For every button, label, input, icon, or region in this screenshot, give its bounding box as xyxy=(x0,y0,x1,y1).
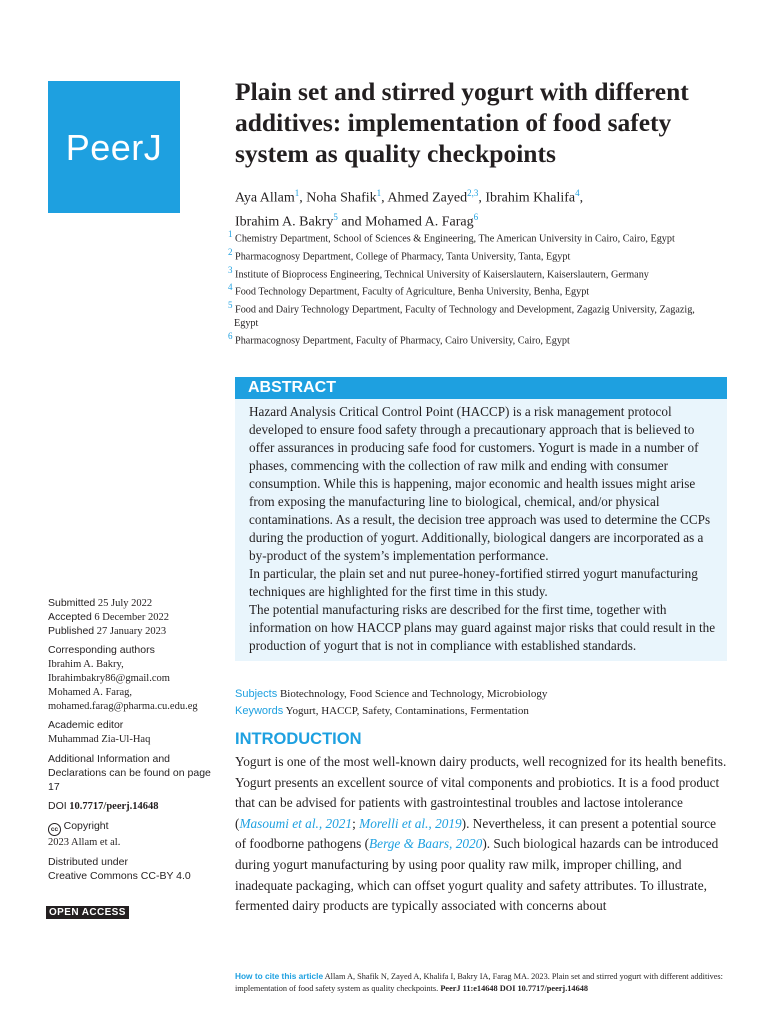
author-separator: , xyxy=(299,190,307,206)
doi-link[interactable]: 10.7717/peerj.14648 xyxy=(69,801,159,813)
affiliation-item xyxy=(228,228,698,246)
doi-block xyxy=(48,800,223,814)
author-separator: and xyxy=(337,214,366,230)
article-sidebar xyxy=(48,597,223,890)
logo-text: PeerJ xyxy=(65,127,163,168)
abstract-paragraph: Hazard Analysis Critical Control Point (HACCP) is a risk management protocol developed to ensure food safety through a precautionary approach that is believed to offer assurances in producing safe food for customers. Yogurt is made in a number of phases, commencing with the collection of raw milk and ending with consumer consumption. While this is happening, major economic and health issues might arise from exposing the manufacturing line to biological, chemical, and/or physical contaminations. As a result, the decision tree approach was used to determine the CCPs during the production of yogurt. Additionally, biological dangers are incorporated as a by-product of the system’s implementation performance. xyxy=(249,404,711,563)
affiliation-item xyxy=(228,246,698,264)
author-separator: , xyxy=(381,190,388,206)
submitted-date xyxy=(48,597,223,611)
intro-text: ). Such biological hazards can be introduced during yogurt manufacturing by using poor quality raw milk, improper chilling, and inadequate packaging, which can offset yogurt quality and safety attributes. To illustrate, fermented dairy products are typically associated with concerns about xyxy=(235,836,719,914)
citation-footer xyxy=(235,970,735,995)
citation-journal[interactable]: PeerJ 11:e14648 DOI 10.7717/peerj.14648 xyxy=(440,984,589,993)
abstract-paragraph: In particular, the plain set and nut puree-honey-fortified stirred yogurt manufacturing techniques are highlighted for the first time in this study. xyxy=(249,566,698,599)
published-value: 27 January 2023 xyxy=(96,625,167,637)
citation-link[interactable]: Berge & Baars, 2020 xyxy=(369,836,483,852)
affiliation-number: 5 xyxy=(228,300,233,311)
author-separator: , xyxy=(579,190,584,206)
keywords-line xyxy=(235,703,735,720)
author-name[interactable]: Ibrahim Khalifa xyxy=(485,190,576,206)
author-name[interactable]: Aya Allam xyxy=(235,190,295,206)
affiliation-text: Institute of Bioprocess Engineering, Technical University of Kaiserslautern, Kaiserslautern, Germany xyxy=(235,268,649,280)
corresponding-label: Corresponding authors xyxy=(48,644,155,657)
subjects-keywords xyxy=(235,686,735,720)
affiliation-text: Chemistry Department, School of Sciences & Engineering, The American University in Cairo, Cairo, Egypt xyxy=(235,233,675,245)
affiliation-list xyxy=(228,228,698,348)
how-to-cite-label: How to cite this article xyxy=(235,971,324,981)
affiliation-text: Food and Dairy Technology Department, Faculty of Technology and Development, Zagazig University, Zagazig, Egypt xyxy=(234,304,695,329)
subjects-text[interactable]: Biotechnology, Food Science and Technology, Microbiology xyxy=(279,688,548,700)
abstract-heading: ABSTRACT xyxy=(248,379,336,396)
intro-text: Yogurt is one of the most well-known dairy products, well recognized for its health benefits. Yogurt presents an excellent source of vital components and probiotics. It is a food product that can be advised for patients with gastrointestinal troubles and lactose intolerance ( xyxy=(235,754,727,831)
affiliation-item xyxy=(228,330,698,348)
submitted-value: 25 July 2022 xyxy=(97,598,153,609)
copyright-holder: 2023 Allam et al. xyxy=(48,837,121,849)
affiliation-text: Food Technology Department, Faculty of Agriculture, Benha University, Benha, Egypt xyxy=(235,286,590,298)
doi-label: DOI xyxy=(48,800,67,813)
affiliation-item xyxy=(228,264,698,282)
subjects-line xyxy=(235,686,735,703)
accepted-value: 6 December 2022 xyxy=(94,611,170,623)
affiliation-number: 6 xyxy=(228,331,233,342)
author-name[interactable]: Ibrahim A. Bakry xyxy=(235,214,334,230)
citation-text: Allam A, Shafik N, Zayed A, Khalifa I, Bakry IA, Farag MA. 2023. Plain set and stirred yogurt with different additives: implementation of food safety system as quality checkpoints. xyxy=(235,972,723,993)
copyright-label: Copyright xyxy=(63,820,109,833)
copyright-block xyxy=(48,820,223,850)
citation-link[interactable]: Morelli et al., 2019 xyxy=(359,815,462,831)
editor-name: Muhammad Zia-Ul-Haq xyxy=(48,734,151,746)
citation-link[interactable]: Masoumi et al., 2021 xyxy=(239,815,353,831)
author-affiliation-ref[interactable]: 5 xyxy=(333,211,338,222)
affiliation-text: Pharmacognosy Department, Faculty of Pharmacy, Cairo University, Cairo, Egypt xyxy=(235,335,570,347)
creative-commons-icon: cc xyxy=(48,823,61,836)
affiliation-item xyxy=(228,281,698,299)
affiliation-item xyxy=(228,299,698,330)
corresponding-author-email[interactable]: mohamed.farag@pharma.cu.edu.eg xyxy=(48,700,198,712)
corresponding-author-name: Ibrahim A. Bakry, xyxy=(48,659,124,671)
license-block xyxy=(48,856,223,884)
corresponding-author-name: Mohamed A. Farag, xyxy=(48,686,132,698)
subjects-label: Subjects xyxy=(235,688,278,700)
author-affiliation-ref[interactable]: 6 xyxy=(473,211,479,222)
editor-label: Academic editor xyxy=(48,719,124,732)
abstract-body xyxy=(249,403,719,655)
abstract-header xyxy=(235,377,727,399)
corresponding-authors-block xyxy=(48,644,223,713)
introduction-heading: INTRODUCTION xyxy=(235,730,362,748)
affiliation-number: 1 xyxy=(228,229,233,239)
keywords-text: Yogurt, HACCP, Safety, Contaminations, Fermentation xyxy=(285,705,529,717)
distributed-label: Distributed under xyxy=(48,855,128,868)
dates-block xyxy=(48,597,223,638)
author-affiliation-ref[interactable]: 1 xyxy=(294,188,300,198)
author-separator: , xyxy=(478,190,486,206)
published-date xyxy=(48,625,223,639)
intro-text: ; xyxy=(352,815,360,831)
accepted-label: Accepted xyxy=(48,610,92,623)
author-list xyxy=(235,184,735,231)
abstract-paragraph: The potential manufacturing risks are described for the first time, together with information on how HACCP plans may guard against major risks that could result in the production of yogurt that is not in compliance with established standards. xyxy=(249,602,716,653)
author-name[interactable]: Noha Shafik xyxy=(306,190,377,206)
additional-info-link[interactable]: Additional Information and Declarations can be found on page 17 xyxy=(48,752,211,793)
published-label: Published xyxy=(48,624,95,637)
introduction-paragraph xyxy=(235,752,729,917)
corresponding-author-email[interactable]: Ibrahimbakry86@gmail.com xyxy=(48,672,170,684)
submitted-label: Submitted xyxy=(48,597,96,609)
article-title: Plain set and stirred yogurt with different additives: implementation of food safety system as quality checkpoints xyxy=(235,77,689,168)
author-affiliation-ref[interactable]: 4 xyxy=(575,188,580,198)
affiliation-text: Pharmacognosy Department, College of Pharmacy, Tanta University, Tanta, Egypt xyxy=(235,251,571,263)
author-name[interactable]: Ahmed Zayed xyxy=(387,190,468,206)
intro-text: ). Nevertheless, it can present a potential source of foodborne pathogens ( xyxy=(235,815,717,852)
abstract-box xyxy=(235,377,727,661)
keywords-label: Keywords xyxy=(235,705,284,717)
affiliation-number: 2 xyxy=(228,246,233,257)
author-name[interactable]: Mohamed A. Farag xyxy=(365,214,474,230)
academic-editor-block xyxy=(48,719,223,747)
license-link[interactable]: Creative Commons CC-BY 4.0 xyxy=(48,869,191,882)
accepted-date xyxy=(48,611,223,625)
peerj-logo xyxy=(48,81,180,213)
affiliation-number: 3 xyxy=(228,264,233,275)
author-affiliation-ref[interactable]: 2,3 xyxy=(467,188,479,198)
affiliation-number: 4 xyxy=(228,282,233,293)
open-access-badge: OPEN ACCESS xyxy=(46,906,129,919)
author-affiliation-ref[interactable]: 1 xyxy=(376,188,382,198)
